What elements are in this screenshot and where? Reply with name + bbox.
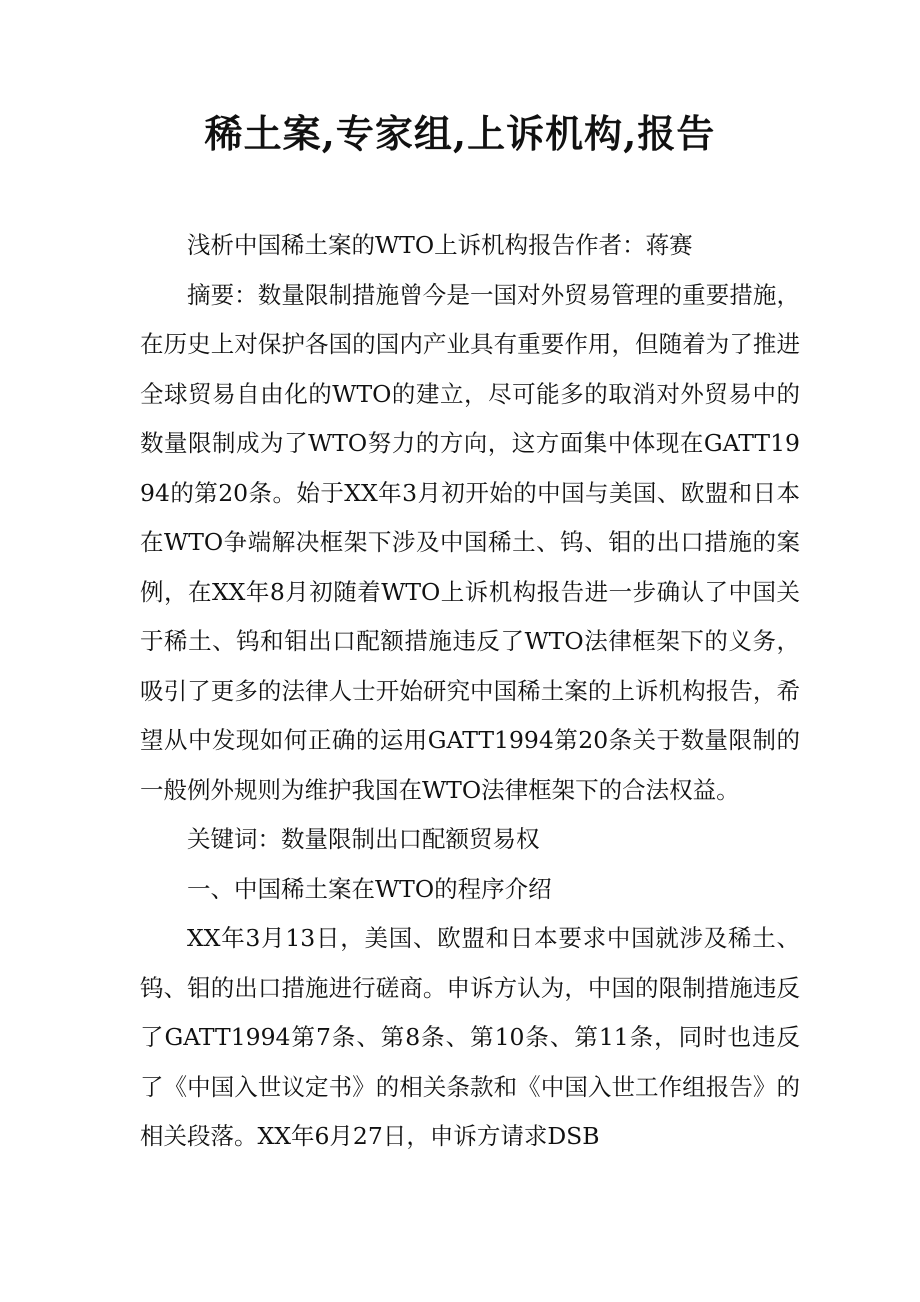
abstract-paragraph: 摘要：数量限制措施曾今是一国对外贸易管理的重要措施，在历史上对保护各国的国内产业具有重要作用，但随着为了推进全球贸易自由化的WTO的建立，尽可能多的取消对外贸易中的数量限制成为了WTO努力的方向，这方面集中体现在GATT1994的第20条。始于XX年3月初开始的中国与美国、欧盟和日本在WTO争端解决框架下涉及中国稀土、钨、钼的出口措施的案例，在XX年8月初随着WTO上诉机构报告进一步确认了中国关于稀土、钨和钼出口配额措施违反了WTO法律框架下的义务，吸引了更多的法律人士开始研究中国稀土案的上诉机构报告，希望从中发现如何正确的运用GATT1994第20条关于数量限制的一般例外规则为维护我国在WTO法律框架下的合法权益。 — [140, 280, 800, 804]
byline-paragraph: 浅析中国稀土案的WTO上诉机构报告作者：蒋赛 — [187, 231, 693, 259]
section-heading: 一、中国稀土案在WTO的程序介绍 — [187, 874, 552, 903]
keywords-paragraph: 关键词：数量限制出口配额贸易权 — [187, 825, 540, 853]
document-title: 稀土案,专家组,上诉机构,报告 — [204, 111, 716, 156]
document-body — [140, 221, 800, 1162]
body-paragraph: XX年3月13日，美国、欧盟和日本要求中国就涉及稀土、钨、钼的出口措施进行磋商。申诉方认为，中国的限制措施违反了GATT1994第7条、第8条、第10条、第11条，同时也违反了《中国入世议定书》的相关条款和《中国入世工作组报告》的相关段落。XX年6月27日，申诉方请求DSB — [140, 924, 800, 1150]
